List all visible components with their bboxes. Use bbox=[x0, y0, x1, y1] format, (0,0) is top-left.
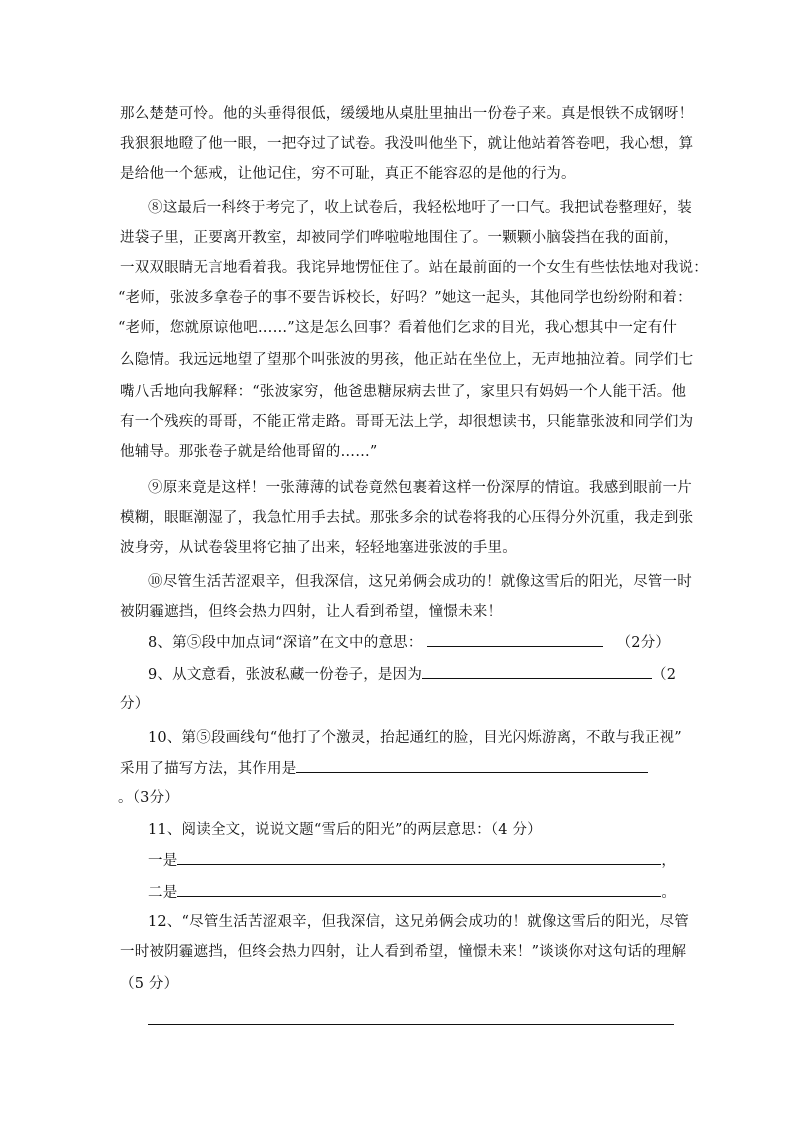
passage-line: 有一个残疾的哥哥，不能正常走路。哥哥无法上学，却很想读书，只能靠张波和同学们为 bbox=[120, 414, 694, 430]
passage-line: 嘴八舌地向我解释：“张波家穷，他爸患糖尿病去世了，家里只有妈妈一个人能干活。他 bbox=[120, 384, 687, 400]
question-9-answer-blank[interactable] bbox=[422, 664, 652, 679]
question-10-score: 。（3分） bbox=[118, 790, 179, 806]
passage-line: 进袋子里，正要离开教室，却被同学们哗啦啦地围住了。一颗颗小脑袋挡在我的面前， bbox=[120, 230, 679, 246]
question-10-line: 10、第⑤段画线句“他打了个激灵，抬起通红的脸，目光闪烁游离，不敢与我正视” bbox=[148, 730, 682, 746]
passage-line: 模糊，眼眶潮湿了，我急忙用手去拭。那张多余的试卷将我的心压得分外沉重，我走到张 bbox=[120, 510, 694, 526]
question-11-second-label: 二是 bbox=[148, 885, 178, 901]
question-10 bbox=[120, 758, 648, 779]
question-12-answer-line[interactable] bbox=[148, 1024, 674, 1025]
question-11-text: 11、阅读全文，说说文题“雪后的阳光”的两层意思：（4 分） bbox=[148, 822, 542, 838]
passage-line: 波身旁，从试卷袋里将它抽了出来，轻轻地塞进张波的手里。 bbox=[120, 540, 517, 556]
passage-line: “老师，您就原谅他吧……”这是怎么回事？看着他们乞求的目光，我心想其中一定有什 bbox=[118, 320, 678, 336]
question-9-score: （2 bbox=[652, 667, 677, 683]
question-10-text: 采用了描写方法，其作用是 bbox=[120, 761, 297, 777]
question-9-score-cont: 分） bbox=[120, 696, 150, 712]
question-9-text: 9、从文意看，张波私藏一份卷子，是因为 bbox=[148, 667, 423, 683]
question-12-score: （5 分） bbox=[120, 976, 179, 992]
passage-line: 是给他一个惩戒，让他记住，穷不可耻，真正不能容忍的是他的行为。 bbox=[120, 166, 576, 182]
passage-line: 被阴霾遮挡，但终会热力四射，让人看到希望，憧憬未来！ bbox=[120, 604, 503, 620]
passage-line: ⑨原来竟是这样！一张薄薄的试卷竟然包裹着这样一份深厚的情谊。我感到眼前一片 bbox=[148, 480, 692, 496]
passage-line: ⑩尽管生活苦涩艰辛，但我深信，这兄弟俩会成功的！就像这雪后的阳光，尽管一时 bbox=[148, 574, 692, 590]
question-10-answer-blank[interactable] bbox=[296, 758, 648, 773]
question-11-first bbox=[148, 850, 676, 871]
question-12-line: 12、“尽管生活苦涩艰辛，但我深信，这兄弟俩会成功的！就像这雪后的阳光，尽管 bbox=[148, 914, 689, 930]
question-9 bbox=[148, 664, 676, 685]
question-8-score: （2分） bbox=[616, 635, 671, 651]
question-11-first-end: ， bbox=[661, 853, 677, 869]
question-11-second-answer-blank[interactable] bbox=[177, 882, 661, 897]
passage-line: 我狠狠地瞪了他一眼，一把夺过了试卷。我没叫他坐下，就让他站着答卷吧，我心想，算 bbox=[120, 136, 694, 152]
question-11-first-answer-blank[interactable] bbox=[177, 850, 661, 865]
question-11-first-label: 一是 bbox=[148, 853, 178, 869]
question-8 bbox=[148, 632, 670, 653]
question-11-second-end: 。 bbox=[661, 885, 677, 901]
question-8-answer-blank[interactable] bbox=[427, 632, 603, 647]
question-12-line: 一时被阴霾遮挡，但终会热力四射，让人看到希望，憧憬未来！”谈谈你对这句话的理解 bbox=[120, 944, 687, 960]
passage-line: 一双双眼睛无言地看着我。我诧异地愣怔住了。站在最前面的一个女生有些怯怯地对我说： bbox=[120, 260, 708, 276]
passage-line: 那么楚楚可怜。他的头垂得很低，缓缓地从桌肚里抽出一份卷子来。真是恨铁不成钢呀！ bbox=[120, 106, 694, 122]
passage-line: 么隐情。我远远地望了望那个叫张波的男孩，他正站在坐位上，无声地抽泣着。同学们七 bbox=[120, 352, 694, 368]
passage-line: “老师，张波多拿卷子的事不要告诉校长，好吗？”她这一起头，其他同学也纷纷附和着： bbox=[118, 290, 692, 306]
passage-line: ⑧这最后一科终于考完了，收上试卷后，我轻松地吁了一口气。我把试卷整理好，装 bbox=[148, 200, 692, 216]
passage-line: 他辅导。那张卷子就是给他哥留的……” bbox=[120, 444, 378, 460]
question-11-second bbox=[148, 882, 676, 903]
question-8-text: 8、第⑤段中加点词“深谙”在文中的意思： bbox=[148, 635, 423, 651]
